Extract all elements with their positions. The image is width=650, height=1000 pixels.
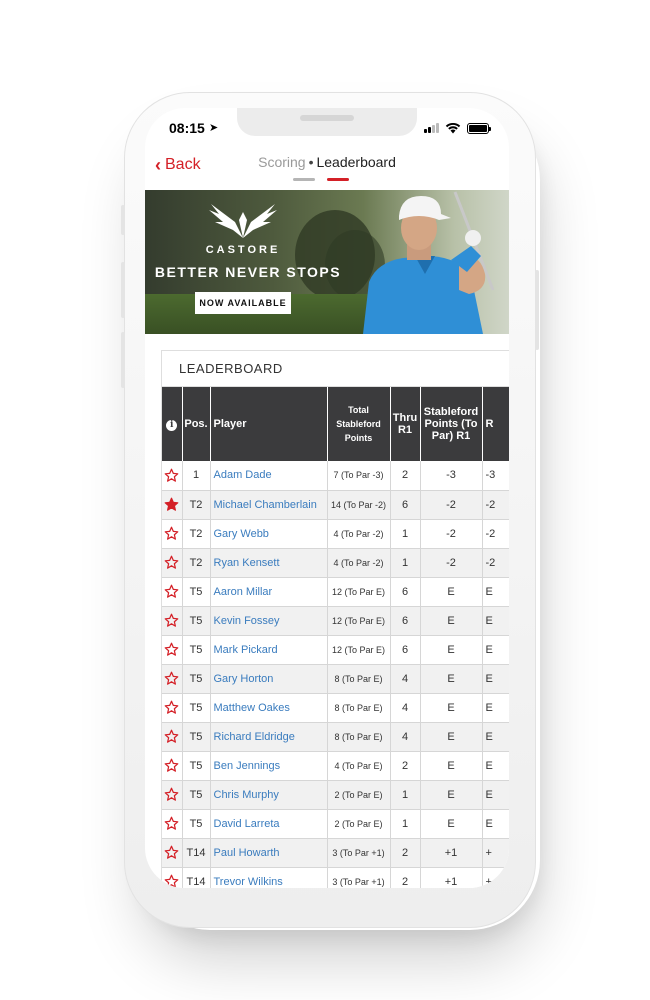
- total-points-cell: 4 (To Par -2): [327, 548, 390, 577]
- favorite-cell[interactable]: [162, 664, 182, 693]
- castore-wings-logo-icon: [205, 200, 281, 240]
- to-par-cell: E: [420, 577, 482, 606]
- star-icon[interactable]: [164, 468, 179, 483]
- position-cell: T5: [182, 751, 210, 780]
- table-row[interactable]: [162, 722, 509, 751]
- to-par-cell: E: [420, 751, 482, 780]
- total-points-cell: 3 (To Par +1): [327, 867, 390, 888]
- table-row[interactable]: [162, 519, 509, 548]
- favorite-cell[interactable]: [162, 751, 182, 780]
- banner-tagline: BETTER NEVER STOPS: [154, 264, 342, 280]
- status-time: 08:15: [169, 120, 205, 136]
- speaker-grill: [300, 115, 354, 121]
- favorite-cell[interactable]: [162, 490, 182, 519]
- next-round-cell: -2: [482, 519, 509, 548]
- position-cell: T14: [182, 867, 210, 888]
- star-icon[interactable]: [164, 729, 179, 744]
- back-label: Back: [165, 156, 201, 173]
- star-icon[interactable]: [164, 555, 179, 570]
- next-round-cell: -3: [482, 461, 509, 490]
- thru-cell: 6: [390, 577, 420, 606]
- position-cell: T5: [182, 635, 210, 664]
- player-name-link[interactable]: Kevin Fossey: [210, 606, 327, 635]
- favorite-cell[interactable]: [162, 809, 182, 838]
- thru-cell: 2: [390, 867, 420, 888]
- total-points-cell: 12 (To Par E): [327, 635, 390, 664]
- player-name-link[interactable]: Gary Horton: [210, 664, 327, 693]
- tab-leaderboard[interactable]: Leaderboard: [316, 154, 396, 170]
- to-par-cell: E: [420, 780, 482, 809]
- total-points-cell: 3 (To Par +1): [327, 838, 390, 867]
- table-row[interactable]: [162, 577, 509, 606]
- position-cell: T5: [182, 809, 210, 838]
- column-header-pos[interactable]: Pos.: [182, 387, 210, 461]
- star-icon[interactable]: [164, 845, 179, 860]
- cellular-signal-icon: [424, 123, 439, 133]
- player-name-link[interactable]: Richard Eldridge: [210, 722, 327, 751]
- next-round-cell: E: [482, 751, 509, 780]
- table-row[interactable]: [162, 664, 509, 693]
- star-icon[interactable]: [164, 816, 179, 831]
- column-header-info[interactable]: [162, 387, 182, 461]
- column-header-stableford-r1[interactable]: Stableford Points (To Par) R1: [420, 387, 482, 461]
- mute-switch: [121, 205, 125, 235]
- chevron-left-icon: ‹: [155, 155, 161, 175]
- to-par-cell: E: [420, 635, 482, 664]
- position-cell: 1: [182, 461, 210, 490]
- table-row[interactable]: [162, 809, 509, 838]
- table-row[interactable]: [162, 693, 509, 722]
- position-cell: T2: [182, 490, 210, 519]
- next-round-cell: E: [482, 635, 509, 664]
- table-row[interactable]: [162, 461, 509, 490]
- table-row[interactable]: [162, 867, 509, 888]
- favorite-cell[interactable]: [162, 548, 182, 577]
- player-name-link[interactable]: Aaron Millar: [210, 577, 327, 606]
- favorite-cell[interactable]: [162, 577, 182, 606]
- star-icon[interactable]: [164, 613, 179, 628]
- thru-cell: 1: [390, 809, 420, 838]
- position-cell: T5: [182, 780, 210, 809]
- now-available-button[interactable]: NOW AVAILABLE: [195, 292, 291, 314]
- star-icon[interactable]: [164, 874, 179, 888]
- leaderboard-title: LEADERBOARD: [162, 351, 509, 387]
- next-round-cell: -2: [482, 490, 509, 519]
- position-cell: T5: [182, 606, 210, 635]
- navigation-bar: [145, 148, 509, 192]
- position-cell: T5: [182, 664, 210, 693]
- thru-cell: 2: [390, 461, 420, 490]
- total-points-cell: 2 (To Par E): [327, 809, 390, 838]
- player-name-link[interactable]: David Larreta: [210, 809, 327, 838]
- favorite-cell[interactable]: [162, 722, 182, 751]
- star-icon[interactable]: [164, 758, 179, 773]
- favorite-cell[interactable]: [162, 461, 182, 490]
- to-par-cell: E: [420, 606, 482, 635]
- to-par-cell: E: [420, 664, 482, 693]
- player-name-link[interactable]: Michael Chamberlain: [210, 490, 327, 519]
- volume-down-button: [121, 332, 125, 388]
- position-cell: T5: [182, 693, 210, 722]
- player-name-link[interactable]: Mark Pickard: [210, 635, 327, 664]
- golfer-photo: [355, 190, 509, 334]
- tab-indicator-scoring: [293, 178, 315, 181]
- thru-cell: 1: [390, 548, 420, 577]
- tab-indicator-leaderboard: [327, 178, 349, 181]
- total-points-cell: 4 (To Par E): [327, 751, 390, 780]
- thru-cell: 1: [390, 780, 420, 809]
- thru-cell: 6: [390, 490, 420, 519]
- favorite-cell[interactable]: [162, 693, 182, 722]
- favorite-cell[interactable]: [162, 838, 182, 867]
- column-header-thru[interactable]: Thru R1: [390, 387, 420, 461]
- player-name-link[interactable]: Trevor Wilkins: [210, 867, 327, 888]
- player-name-link[interactable]: Adam Dade: [210, 461, 327, 490]
- player-name-link[interactable]: Paul Howarth: [210, 838, 327, 867]
- to-par-cell: E: [420, 809, 482, 838]
- player-name-link[interactable]: Ben Jennings: [210, 751, 327, 780]
- column-header-total-stableford[interactable]: Total Stableford Points: [327, 387, 390, 461]
- total-points-cell: 4 (To Par -2): [327, 519, 390, 548]
- phone-screen: [145, 108, 509, 888]
- leaderboard-table: [162, 387, 509, 888]
- next-round-cell: +: [482, 867, 509, 888]
- table-row[interactable]: [162, 780, 509, 809]
- thru-cell: 4: [390, 664, 420, 693]
- leaderboard-card: [161, 350, 509, 888]
- table-row[interactable]: [162, 490, 509, 519]
- total-points-cell: 8 (To Par E): [327, 664, 390, 693]
- thru-cell: 6: [390, 635, 420, 664]
- column-header-next-round[interactable]: R: [482, 387, 509, 461]
- player-name-link[interactable]: Chris Murphy: [210, 780, 327, 809]
- table-row[interactable]: [162, 751, 509, 780]
- next-round-cell: E: [482, 693, 509, 722]
- table-row[interactable]: [162, 838, 509, 867]
- next-round-cell: E: [482, 809, 509, 838]
- next-round-cell: E: [482, 780, 509, 809]
- star-icon[interactable]: [164, 642, 179, 657]
- star-icon[interactable]: [164, 700, 179, 715]
- segment-tabs: [145, 154, 509, 170]
- total-points-cell: 8 (To Par E): [327, 722, 390, 751]
- favorite-cell[interactable]: [162, 635, 182, 664]
- info-icon: i: [166, 420, 177, 431]
- table-row[interactable]: [162, 548, 509, 577]
- next-round-cell: E: [482, 722, 509, 751]
- player-name-link[interactable]: Matthew Oakes: [210, 693, 327, 722]
- total-points-cell: 12 (To Par E): [327, 577, 390, 606]
- table-row[interactable]: [162, 635, 509, 664]
- banner-brand: CASTORE: [205, 244, 281, 256]
- position-cell: T5: [182, 577, 210, 606]
- position-cell: T14: [182, 838, 210, 867]
- next-round-cell: -2: [482, 548, 509, 577]
- star-icon[interactable]: [164, 787, 179, 802]
- leaderboard-rows: [162, 461, 509, 888]
- favorite-cell[interactable]: [162, 606, 182, 635]
- thru-cell: 6: [390, 606, 420, 635]
- wifi-icon: [445, 122, 461, 134]
- thru-cell: 1: [390, 519, 420, 548]
- position-cell: T5: [182, 722, 210, 751]
- total-points-cell: 12 (To Par E): [327, 606, 390, 635]
- player-name-link[interactable]: Gary Webb: [210, 519, 327, 548]
- battery-icon: [467, 123, 489, 134]
- total-points-cell: 2 (To Par E): [327, 780, 390, 809]
- next-round-cell: E: [482, 606, 509, 635]
- power-button: [535, 270, 539, 350]
- to-par-cell: E: [420, 693, 482, 722]
- location-icon: ➤: [209, 122, 219, 134]
- next-round-cell: E: [482, 664, 509, 693]
- to-par-cell: E: [420, 722, 482, 751]
- star-icon[interactable]: [164, 671, 179, 686]
- total-points-cell: 8 (To Par E): [327, 693, 390, 722]
- to-par-cell: -2: [420, 519, 482, 548]
- ad-banner[interactable]: [145, 190, 509, 334]
- star-icon[interactable]: [164, 526, 179, 541]
- to-par-cell: -2: [420, 548, 482, 577]
- player-name-link[interactable]: Ryan Kensett: [210, 548, 327, 577]
- volume-up-button: [121, 262, 125, 318]
- notch: [237, 108, 417, 136]
- total-points-cell: 14 (To Par -2): [327, 490, 390, 519]
- favorite-cell[interactable]: [162, 867, 182, 888]
- to-par-cell: +1: [420, 867, 482, 888]
- thru-cell: 4: [390, 722, 420, 751]
- to-par-cell: -2: [420, 490, 482, 519]
- favorite-cell[interactable]: [162, 780, 182, 809]
- to-par-cell: +1: [420, 838, 482, 867]
- tab-scoring[interactable]: Scoring: [258, 154, 306, 170]
- next-round-cell: E: [482, 577, 509, 606]
- thru-cell: 2: [390, 838, 420, 867]
- total-points-cell: 7 (To Par -3): [327, 461, 390, 490]
- column-header-player[interactable]: Player: [210, 387, 327, 461]
- favorite-cell[interactable]: [162, 519, 182, 548]
- star-icon[interactable]: [164, 497, 179, 512]
- next-round-cell: +: [482, 838, 509, 867]
- star-icon[interactable]: [164, 584, 179, 599]
- table-row[interactable]: [162, 606, 509, 635]
- status-indicators: [424, 122, 489, 134]
- position-cell: T2: [182, 519, 210, 548]
- thru-cell: 4: [390, 693, 420, 722]
- tab-separator: •: [308, 154, 314, 170]
- table-header-row: [162, 387, 509, 461]
- thru-cell: 2: [390, 751, 420, 780]
- to-par-cell: -3: [420, 461, 482, 490]
- position-cell: T2: [182, 548, 210, 577]
